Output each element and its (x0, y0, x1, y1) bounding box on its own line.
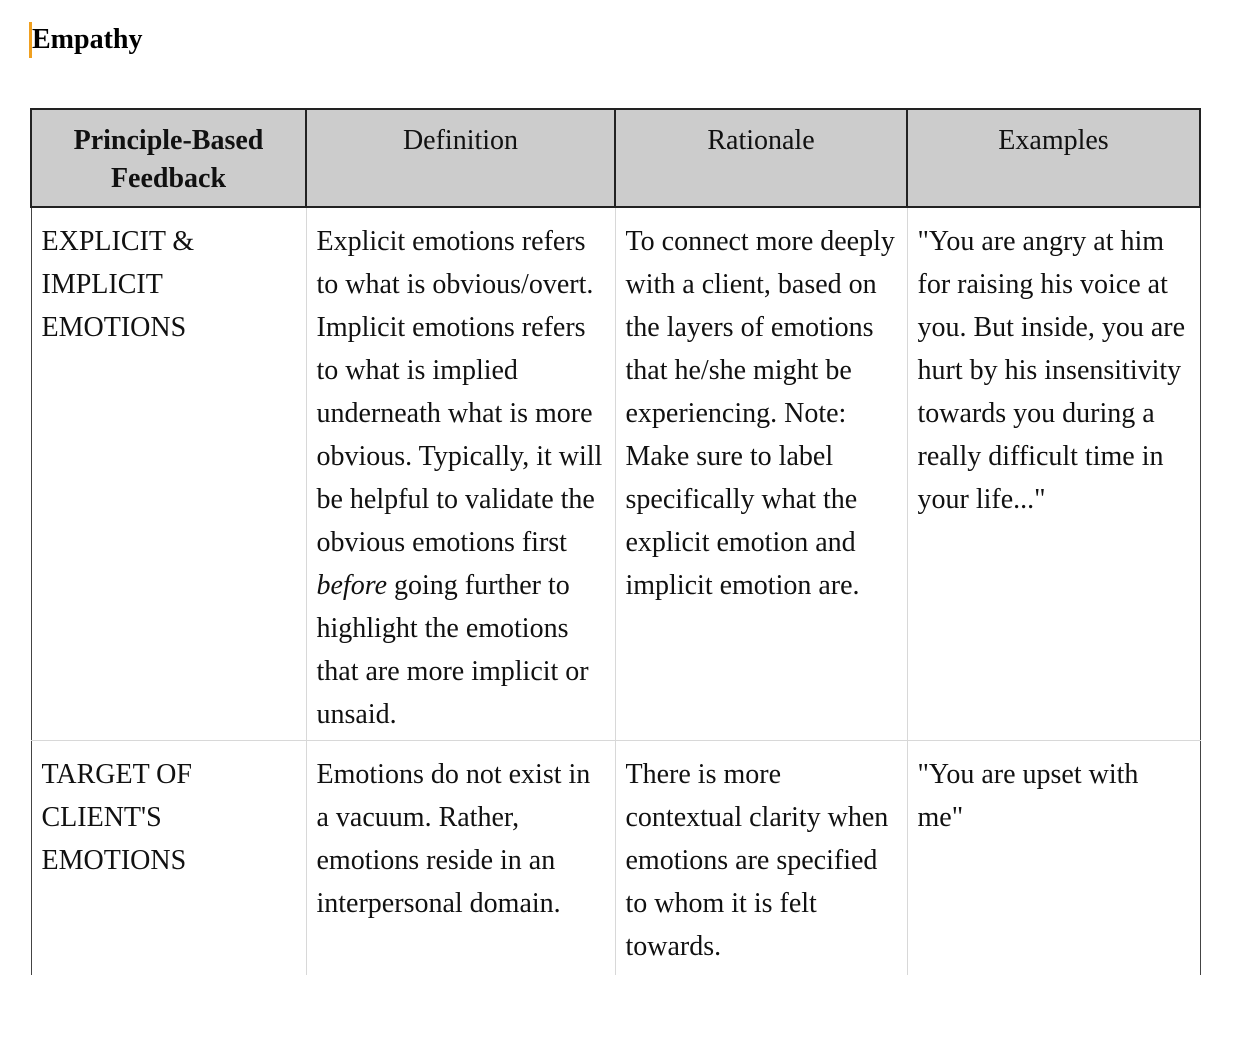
header-definition[interactable]: Definition (306, 109, 615, 207)
cell-principle[interactable]: TARGET OF CLIENT'S EMOTIONS (31, 741, 306, 976)
cell-definition[interactable]: Emotions do not exist in a vacuum. Rather, emotions reside in an interpersonal domain. (306, 741, 615, 976)
header-principle[interactable]: Principle-Based Feedback (31, 109, 306, 207)
cell-definition[interactable] (306, 207, 615, 741)
cell-rationale[interactable]: To connect more deeply with a client, based on the layers of emotions that he/she might be experiencing. Note: Make sure to label specifically what the explicit emotion and implicit emotion are. (615, 207, 907, 741)
table-row (31, 741, 1200, 976)
header-examples[interactable]: Examples (907, 109, 1200, 207)
definition-emphasis: before (316, 570, 387, 601)
table-row (31, 207, 1200, 741)
cell-rationale[interactable]: There is more contextual clarity when emotions are specified to whom it is felt towards. (615, 741, 907, 976)
cell-principle[interactable]: EXPLICIT & IMPLICIT EMOTIONS (31, 207, 306, 741)
table-header-row (31, 109, 1200, 207)
header-rationale[interactable]: Rationale (615, 109, 907, 207)
cell-examples[interactable]: "You are upset with me" (907, 741, 1200, 976)
page-title[interactable]: Empathy (32, 24, 143, 55)
definition-text-continued: going further to highlight the emotions that are more implicit or unsaid. (316, 570, 589, 730)
feedback-table (30, 108, 1201, 975)
title-block (29, 22, 142, 58)
cell-examples[interactable]: "You are angry at him for raising his voice at you. But inside, you are hurt by his insensitivity towards you during a really difficult time in your life..." (907, 207, 1200, 741)
definition-text: Explicit emotions refers to what is obvious/overt. Implicit emotions refers to what is implied underneath what is more obvious. Typically, it will be helpful to validate the obvious emotions first (316, 226, 603, 558)
